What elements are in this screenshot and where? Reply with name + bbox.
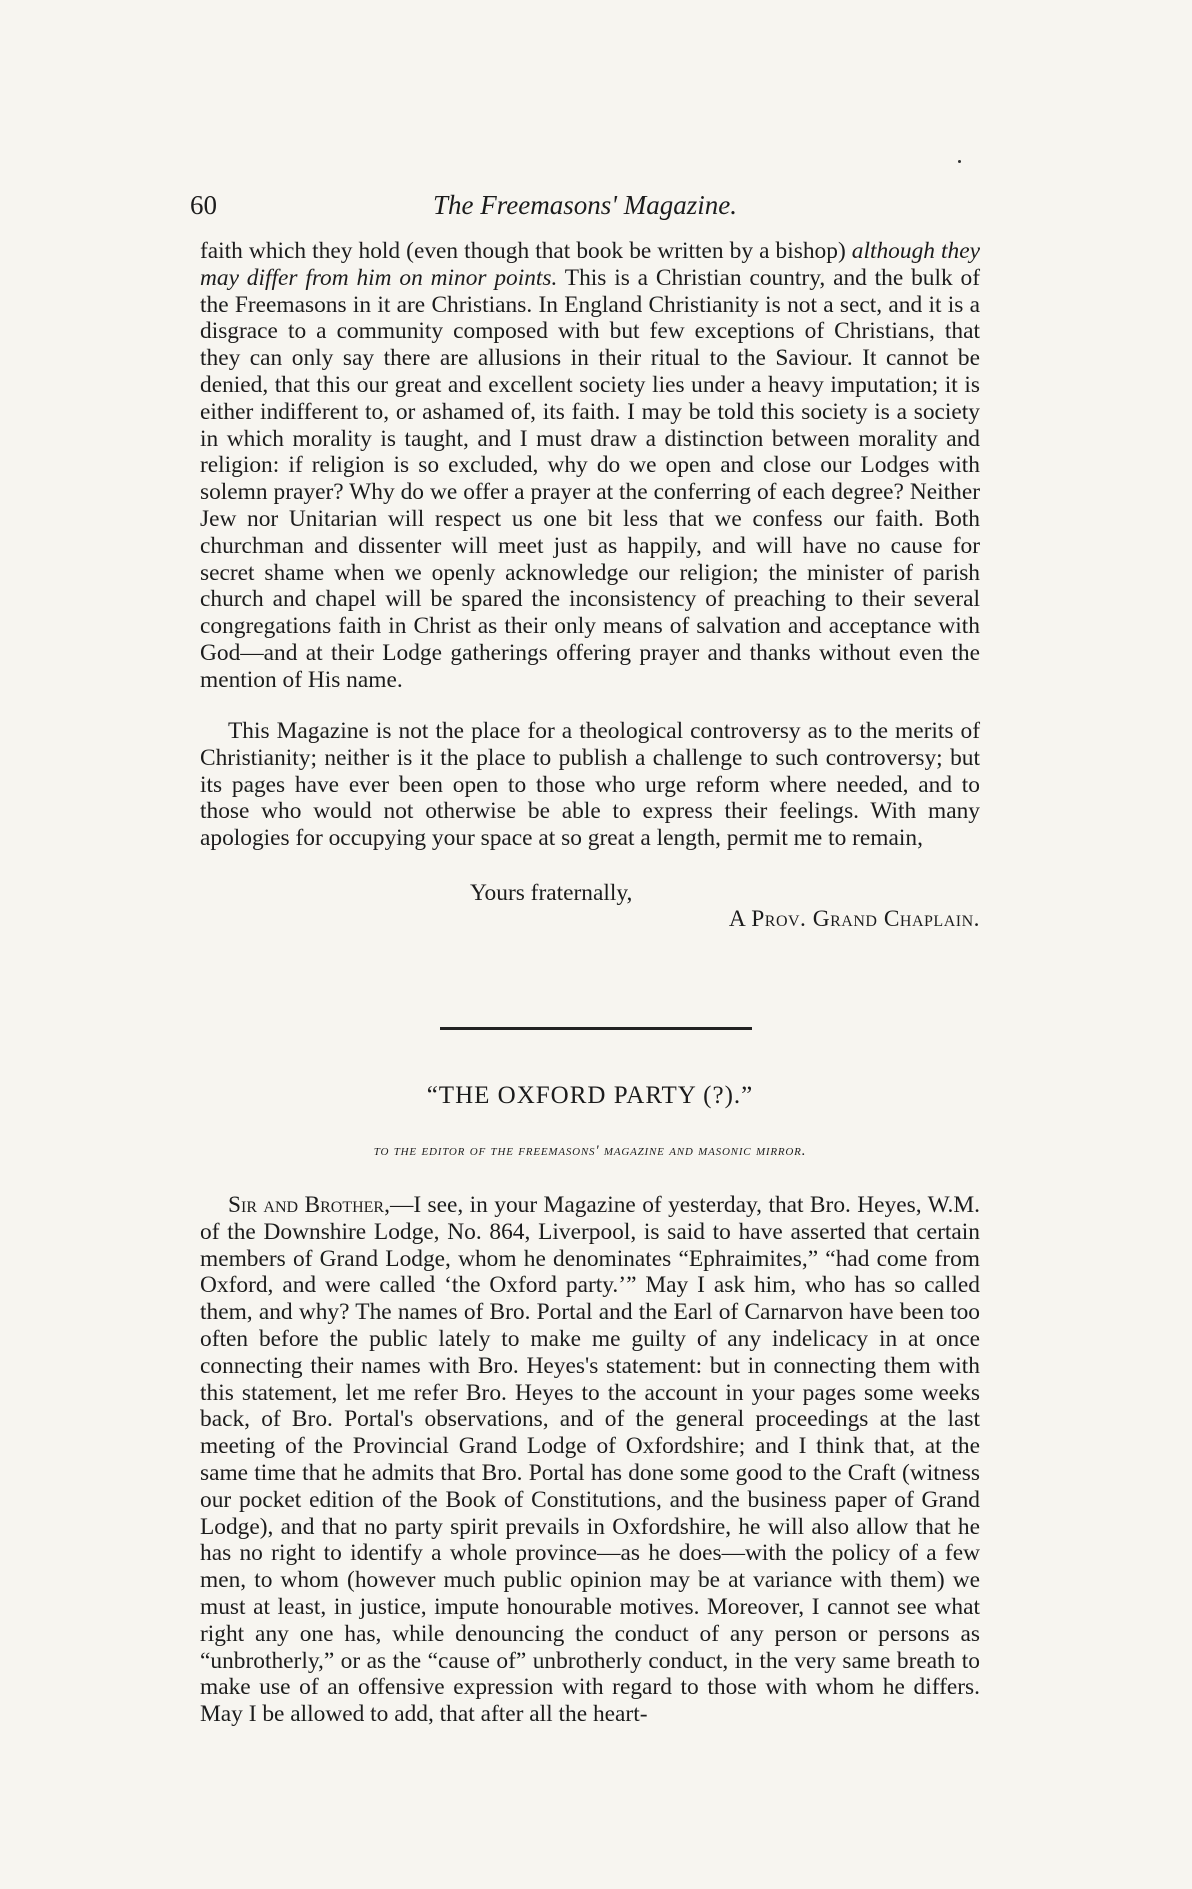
page-header xyxy=(190,190,980,230)
letter-text-italic: although they may differ from him on minor points. xyxy=(200,238,980,291)
print-speck xyxy=(958,160,961,163)
article-body xyxy=(200,1192,980,1728)
article-body-text: —I see, in your Magazine of yesterday, that Bro. Heyes, W.M. of the Downshire Lodge, No. 864, Liverpool, is said to have asserted that certain members of Grand Lodge, whom he denominates “Ephraimites,” “had come from Oxford, and were called ‘the Oxford party.’” May I ask him, who has so called them, and why? The names of Bro. Portal and the Earl of Carnarvon have been too often before the public lately to make me guilty of any indelicacy in at once connecting their names with Bro. Heyes's statement: but in connecting them with this statement, let me refer Bro. Heyes to the account in your pages some weeks back, of Bro. Portal's observations, and of the general proceedings at the last meeting of the Provincial Grand Lodge of Oxfordshire; and I think that, at the same time that he admits that Bro. Portal has done some good to the Craft (witness our pocket edition of the Book of Constitutions, and the business paper of Grand Lodge), and that no party spirit prevails in Oxfordshire, he will also allow that he has no right to identify a whole province—as he does—with the policy of a few men, to whom (however much public opinion may be at variance with them) we must at least, in justice, impute honourable motives. Moreover, I cannot see what right any one has, while denouncing the conduct of any person or persons as “unbrotherly,” or as the “cause of” unbrotherly conduct, in the very same breath to make use of an offensive expression with regard to those with whom he differs. May I be allowed to add, that after all the heart- xyxy=(200,1192,980,1728)
letter-paragraph-1 xyxy=(200,238,980,694)
letter-signoff: Yours fraternally, xyxy=(470,880,633,906)
salutation: Sir and Brother, xyxy=(228,1192,390,1218)
article-addressee: to the editor of the freemasons' magazine and masonic mirror. xyxy=(373,1143,807,1159)
letter-text-part-c: This is a Christian country, and the bulk of the Freemasons in it are Christians. In England Christianity is not a sect, and it is a disgrace to a community composed with but few exceptions of Christians, that they can only say there are allusions in their ritual to the Saviour. It cannot be denied, that this our great and excellent society lies under a heavy imputation; it is either indifferent to, or ashamed of, its faith. I may be told this society is a society in which morality is taught, and I must draw a distinction between morality and religion: if religion is so excluded, why do we open and close our Lodges with solemn prayer? Why do we offer a prayer at the conferring of each degree? Neither Jew nor Unitarian will respect us one bit less that we confess our faith. Both churchman and dissenter will meet just as happily, and will have no cause for secret shame when we openly acknowledge our religion; the minister of parish church and chapel will be spared the inconsistency of preaching to their several congregations faith in Christ as their only means of salvation and acceptance with God—and at their Lodge gatherings offering prayer and thanks without even the mention of His name. xyxy=(200,264,980,693)
letter-paragraph-2: This Magazine is not the place for a theological controversy as to the merits of Christianity; neither is it the place to publish a challenge to such controversy; but its pages have ever been open to those who urge reform where needed, and to those who would not otherwise be able to express their feelings. With many apologies for occupying your space at so great a length, permit me to remain, xyxy=(200,718,980,852)
section-divider xyxy=(440,1027,752,1030)
article-title: “THE OXFORD PARTY (?).” xyxy=(426,1082,754,1109)
page-number: 60 xyxy=(190,190,217,220)
running-title: The Freemasons' Magazine. xyxy=(433,190,737,220)
letter-signature: A Prov. Grand Chaplain. xyxy=(728,906,980,932)
letter-text-part-a: faith which they hold (even though that book be written by a bishop) xyxy=(200,238,852,264)
